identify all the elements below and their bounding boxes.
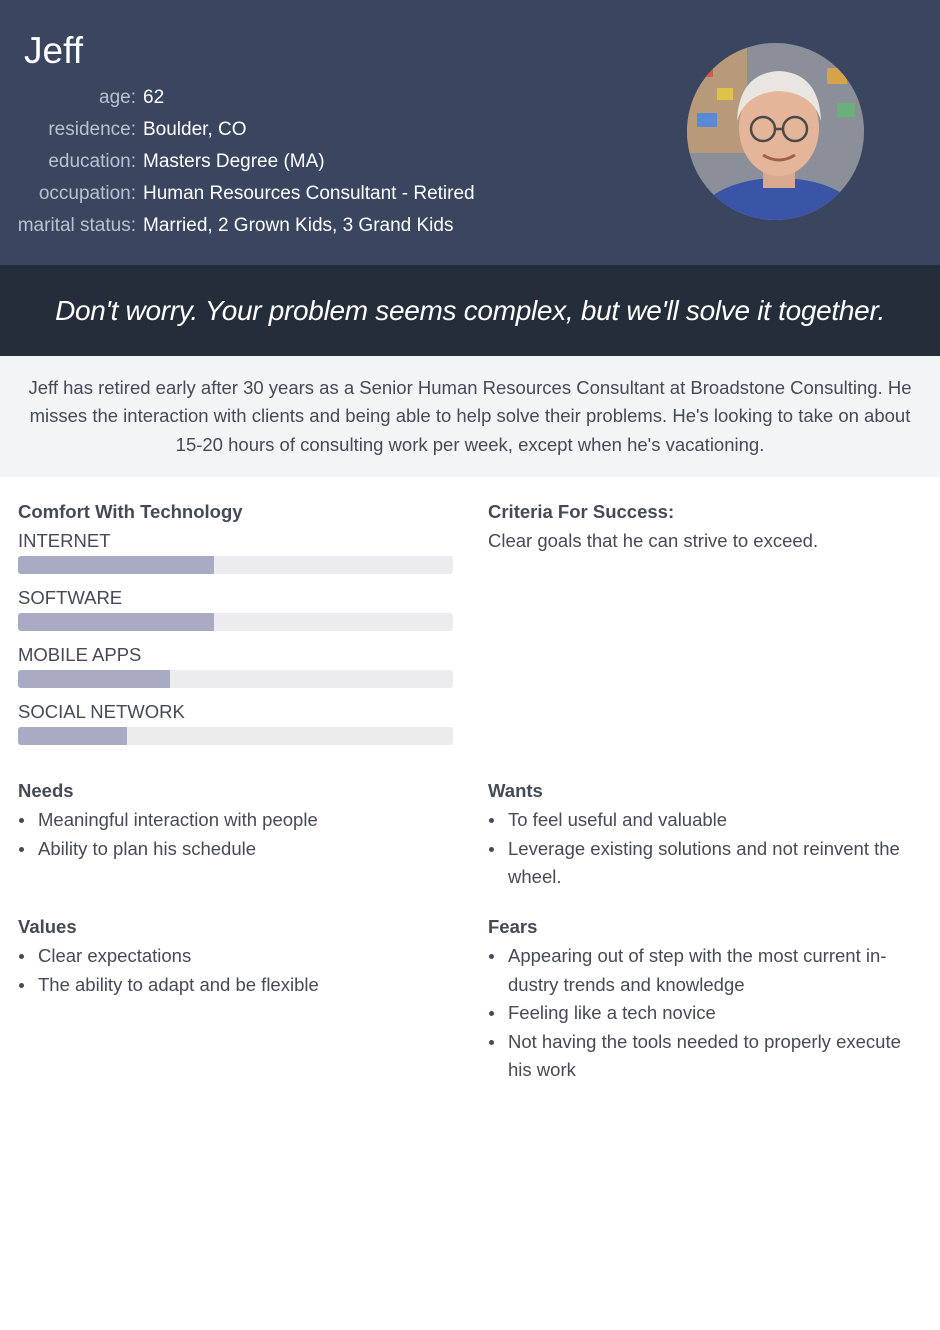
fact-value: Human Resources Consultant - Retired (143, 183, 475, 204)
fact-label: occupation: (38, 183, 136, 204)
wants-title: Wants (488, 780, 543, 801)
fears-title: Fears (488, 916, 538, 937)
persona-quote: Don't worry. Your problem seems complex, but we'll solve it together. (55, 294, 885, 326)
persona-bio: Jeff has retired early after 30 years as a Senior Human Resources Consultant at Broadstone Consulting. He misses the interaction with clients and being able to help solve their problems. He's looking to take on about 15-20 hours of consulting work per week, except when he's vacationing. (28, 376, 912, 455)
fact-value: Boulder, CO (143, 119, 247, 140)
fact-label: education: (48, 151, 136, 172)
tech-bar-internet (18, 556, 453, 574)
tech-label-internet: INTERNET (18, 530, 111, 551)
needs-title: Needs (18, 780, 74, 801)
criteria-text: Clear goals that he can strive to exceed. (488, 530, 819, 551)
tech-bar-software (18, 613, 453, 631)
list-item: Not having the tools needed to properly execute his work (488, 1028, 913, 1085)
list-item: Meaningful interaction with people (18, 806, 458, 835)
persona-name: Jeff (24, 30, 83, 71)
criteria-title: Criteria For Success: (488, 501, 675, 522)
fact-education (0, 146, 475, 178)
fact-value: Married, 2 Grown Kids, 3 Grand Kids (143, 215, 454, 236)
fact-occupation (0, 178, 475, 210)
tech-label-software: SOFTWARE (18, 587, 123, 608)
needs-list (18, 806, 458, 863)
tech-label-social-network: SOCIAL NETWORK (18, 701, 185, 722)
fears-list (488, 942, 913, 1085)
tech-bar-fill (18, 613, 214, 631)
tech-label-mobile-apps: MOBILE APPS (18, 644, 142, 665)
persona-avatar (687, 43, 864, 220)
tech-bar-mobile-apps (18, 670, 453, 688)
values-title: Values (18, 916, 77, 937)
list-item: Feeling like a tech novice (488, 999, 913, 1028)
technology-title: Comfort With Technology (18, 501, 243, 522)
portrait-illustration (687, 43, 864, 220)
fact-value: 62 (143, 87, 165, 108)
wants-list (488, 806, 913, 892)
quote-band (0, 265, 940, 356)
list-item: Appearing out of step with the most current industry trends and knowledge (488, 942, 913, 999)
list-item: Ability to plan his schedule (18, 835, 458, 864)
persona-header (0, 0, 940, 265)
fact-label: age: (99, 87, 136, 108)
fact-label: residence: (48, 119, 136, 140)
fact-residence (0, 114, 475, 146)
tech-bar-social-network (18, 727, 453, 745)
list-item: Leverage existing solutions and not reinvent the wheel. (488, 835, 913, 892)
persona-facts (0, 82, 475, 242)
fact-marital-status (0, 210, 475, 242)
tech-bar-fill (18, 670, 170, 688)
list-item: To feel useful and valuable (488, 806, 913, 835)
bio-band (0, 356, 940, 477)
list-item: Clear expectations (18, 942, 458, 971)
fact-label: marital status: (17, 215, 136, 236)
fact-value: Masters Degree (MA) (143, 151, 325, 172)
tech-bar-fill (18, 556, 214, 574)
fact-age (0, 82, 475, 114)
list-item: The ability to adapt and be flexible (18, 971, 458, 1000)
tech-bar-fill (18, 727, 127, 745)
values-list (18, 942, 458, 999)
